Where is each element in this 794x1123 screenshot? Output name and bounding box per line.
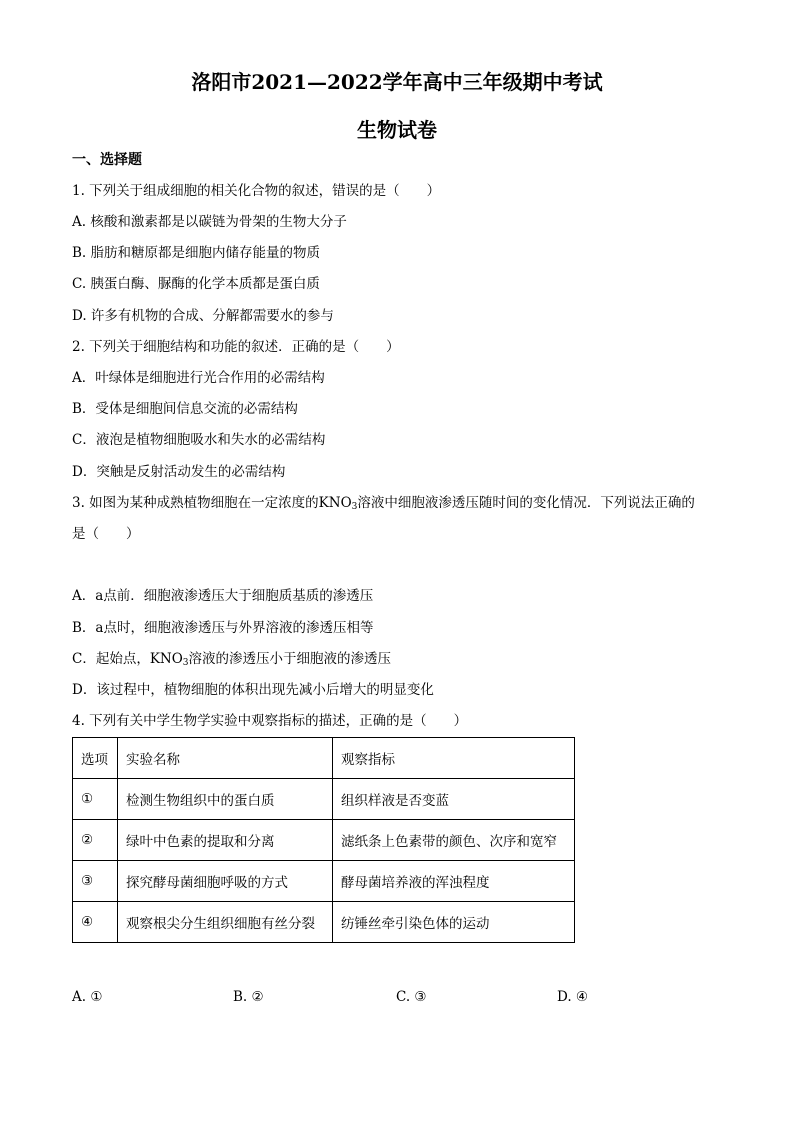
table-header-cell: 实验名称	[118, 738, 333, 779]
q2-stem: 2. 下列关于细胞结构和功能的叙述．正确的是（ ）	[72, 339, 400, 355]
q3-option-c: C．起始点，$KNO_3$溶液的渗透压小于细胞液的渗透压	[72, 651, 392, 668]
table-row	[73, 779, 575, 820]
table-cell: ④	[73, 902, 118, 943]
table-cell: 绿叶中色素的提取和分离	[118, 820, 333, 861]
q1-option-c: C. 胰蛋白酶、脲酶的化学本质都是蛋白质	[72, 276, 320, 292]
table-cell: 组织样液是否变蓝	[333, 779, 575, 820]
q2-option-a: A．叶绿体是细胞进行光合作用的必需结构	[72, 370, 325, 386]
table-row	[73, 820, 575, 861]
table-cell: 探究酵母菌细胞呼吸的方式	[118, 861, 333, 902]
table-cell: ②	[73, 820, 118, 861]
table-header-cell: 观察指标	[333, 738, 575, 779]
table-cell: ①	[73, 779, 118, 820]
q1-option-d: D. 许多有机物的合成、分解都需要水的参与	[72, 308, 334, 324]
q4-option-c: C. ③	[396, 989, 427, 1005]
q3-option-a: A．a点前．细胞液渗透压大于细胞质基质的渗透压	[72, 588, 374, 604]
q1-option-a: A. 核酸和激素都是以碳链为骨架的生物大分子	[72, 214, 347, 230]
q1-stem: 1. 下列关于组成细胞的相关化合物的叙述，错误的是（ ）	[72, 183, 441, 199]
table-cell: 酵母菌培养液的浑浊程度	[333, 861, 575, 902]
q4-option-d: D. ④	[557, 989, 589, 1005]
section-heading: 一、选择题	[72, 152, 142, 168]
table-cell: 观察根尖分生组织细胞有丝分裂	[118, 902, 333, 943]
exam-subject: 生物试卷	[357, 118, 437, 142]
q3-option-b: B．a点时，细胞液渗透压与外界溶液的渗透压相等	[72, 620, 374, 636]
q2-option-c: C．液泡是植物细胞吸水和失水的必需结构	[72, 432, 326, 448]
q1-option-b: B. 脂肪和糖原都是细胞内储存能量的物质	[72, 245, 321, 261]
table-row	[73, 861, 575, 902]
q4-table	[72, 737, 575, 943]
q4-option-b: B. ②	[233, 989, 264, 1005]
q3-option-d: D．该过程中，植物细胞的体积出现先减小后增大的明显变化	[72, 682, 434, 698]
q4-option-a: A. ①	[72, 989, 103, 1005]
table-cell: 检测生物组织中的蛋白质	[118, 779, 333, 820]
table-header-cell: 选项	[73, 738, 118, 779]
q3-stem: 3. 如图为某种成熟植物细胞在一定浓度的$KNO_3$溶液中细胞液渗透压随时间的变化情况．下列说法正确的	[72, 495, 695, 512]
q3-stem-cont: 是（ ）	[72, 526, 140, 542]
table-cell: 纺锤丝牵引染色体的运动	[333, 902, 575, 943]
q4-stem: 4. 下列有关中学生物学实验中观察指标的描述，正确的是（ ）	[72, 713, 468, 729]
q2-option-d: D．突触是反射活动发生的必需结构	[72, 464, 286, 480]
table-header-row	[73, 738, 575, 779]
exam-title: 洛阳市2021—2022学年高中三年级期中考试	[191, 70, 603, 94]
table-cell: ③	[73, 861, 118, 902]
q2-option-b: B．受体是细胞间信息交流的必需结构	[72, 401, 298, 417]
table-cell: 滤纸条上色素带的颜色、次序和宽窄	[333, 820, 575, 861]
table-row	[73, 902, 575, 943]
